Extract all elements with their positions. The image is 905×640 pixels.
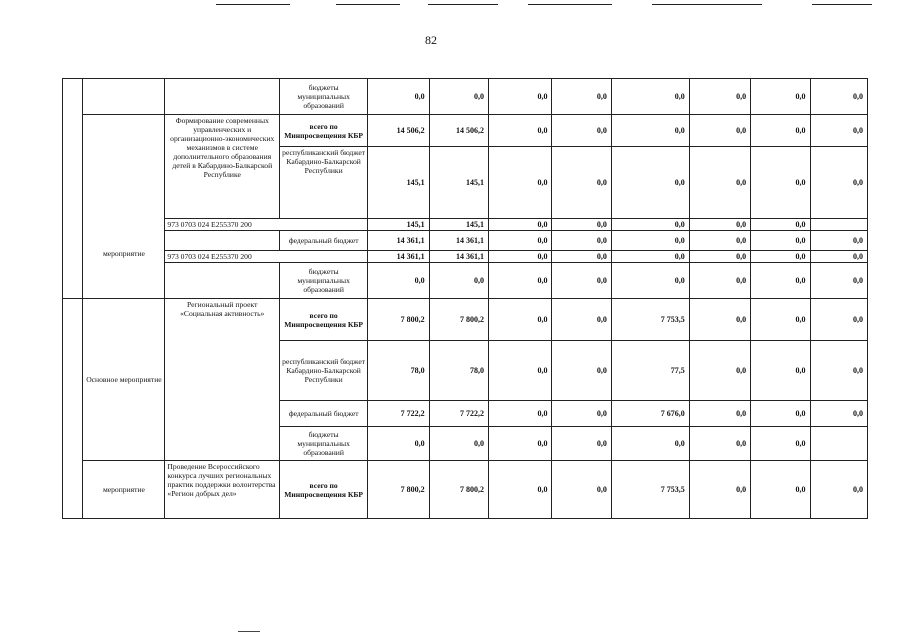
activity-name-cell: Формирование современных управленческих и организационно-экономических механизмов в системе дополнительного образования детей в Кабардино-Балкарской Республике bbox=[165, 115, 280, 219]
source-cell: республиканский бюджет Кабардино-Балкарской Республики bbox=[280, 341, 368, 401]
table-row: бюджеты муниципальных образований 0,0 0,0 0,0 0,0 0,0 0,0 0,0 0,0 bbox=[63, 263, 868, 299]
top-rule-3 bbox=[428, 4, 498, 5]
table-row: республиканский бюджет Кабардино-Балкарской Республики 145,1 145,1 0,0 0,0 0,0 0,0 0,0 0,0 bbox=[63, 147, 868, 219]
source-cell: бюджеты муниципальных образований bbox=[280, 79, 368, 115]
table-row: республиканский бюджет Кабардино-Балкарской Республики 78,0 78,0 0,0 0,0 77,5 0,0 0,0 0,0 bbox=[63, 341, 868, 401]
table-row: Основное мероприятие Региональный проект «Социальная активность» всего по Минпросвещения КБР 7 800,2 7 800,2 0,0 0,0 7 753,5 0,0 0,0 0,0 bbox=[63, 299, 868, 341]
activity-type-cell: мероприятие bbox=[83, 115, 165, 299]
budget-table bbox=[62, 78, 868, 519]
index-cell bbox=[63, 299, 83, 519]
activity-name-cell: Региональный проект «Социальная активность» bbox=[165, 299, 280, 461]
source-cell: республиканский бюджет Кабардино-Балкарской Республики bbox=[280, 147, 368, 219]
table-row: 973 0703 024 Е255370 200 145,1 145,1 0,0 0,0 0,0 0,0 0,0 bbox=[63, 219, 868, 231]
index-cell bbox=[63, 79, 83, 299]
source-cell: всего по Минпросвещения КБР bbox=[280, 115, 368, 147]
activity-name-cell: Проведение Всероссийского конкурса лучших региональных практик поддержки волонтерства «Регион добрых дел» bbox=[165, 461, 280, 519]
top-rule-1 bbox=[216, 4, 290, 5]
bottom-mark bbox=[238, 631, 260, 632]
table-row: 973 0703 024 Е255370 200 14 361,1 14 361,1 0,0 0,0 0,0 0,0 0,0 0,0 bbox=[63, 251, 868, 263]
type-cell bbox=[83, 79, 165, 115]
source-cell: бюджеты муниципальных образований bbox=[280, 263, 368, 299]
top-rule-4 bbox=[528, 4, 612, 5]
table-row: мероприятие Формирование современных управленческих и организационно-экономических механизмов в системе дополнительного образования детей в Кабардино-Балкарской Республике всего по Минпросвещения КБР 14 506,2 14 506,2 0,0 0,0 0,0 0,0 0,0 0,0 bbox=[63, 115, 868, 147]
table-row: мероприятие Проведение Всероссийского конкурса лучших региональных практик поддержки волонтерства «Регион добрых дел» всего по Минпросвещения КБР 7 800,2 7 800,2 0,0 0,0 7 753,5 0,0 0,0 0,0 bbox=[63, 461, 868, 519]
top-rule-2 bbox=[336, 4, 400, 5]
top-rule-5 bbox=[652, 4, 762, 5]
table-row: бюджеты муниципальных образований 0,0 0,0 0,0 0,0 0,0 0,0 0,0 0,0 bbox=[63, 79, 868, 115]
top-rule-6 bbox=[812, 4, 872, 5]
budget-code-cell: 973 0703 024 Е255370 200 bbox=[165, 251, 368, 263]
source-cell: всего по Минпросвещения КБР bbox=[280, 299, 368, 341]
table-row: бюджеты муниципальных образований 0,0 0,0 0,0 0,0 0,0 0,0 0,0 bbox=[63, 427, 868, 461]
source-cell: всего по Минпросвещения КБР bbox=[280, 461, 368, 519]
name-cell bbox=[165, 231, 280, 251]
table-row: федеральный бюджет 7 722,2 7 722,2 0,0 0,0 7 676,0 0,0 0,0 0,0 bbox=[63, 401, 868, 427]
source-cell: федеральный бюджет bbox=[280, 401, 368, 427]
source-cell: федеральный бюджет bbox=[280, 231, 368, 251]
budget-code-cell: 973 0703 024 Е255370 200 bbox=[165, 219, 368, 231]
source-cell: бюджеты муниципальных образований bbox=[280, 427, 368, 461]
name-cell bbox=[165, 263, 280, 299]
table-row: федеральный бюджет 14 361,1 14 361,1 0,0 0,0 0,0 0,0 0,0 0,0 bbox=[63, 231, 868, 251]
name-cell bbox=[165, 79, 280, 115]
activity-type-cell: мероприятие bbox=[83, 461, 165, 519]
page-number: 82 bbox=[425, 33, 437, 47]
activity-type-cell: Основное мероприятие bbox=[83, 299, 165, 461]
